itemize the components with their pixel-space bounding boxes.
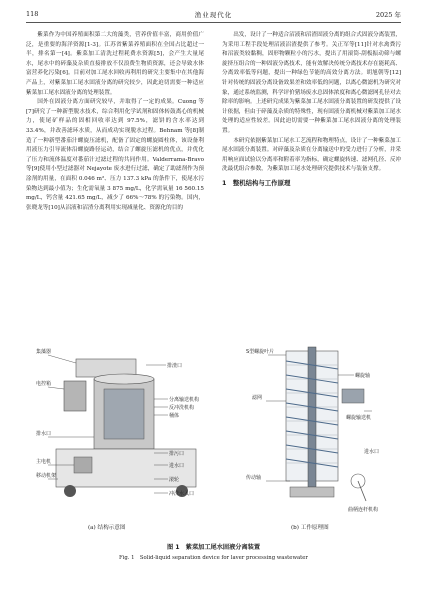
structure-diagram [36,341,214,521]
base [290,487,334,497]
journal-name: 渔业现代化 [194,11,233,19]
page-number: 118 [26,10,39,18]
panel-a-caption: (a) 结构示意图 [88,525,126,531]
left-column [26,31,204,213]
label-water-inlet: 冲洗水入口 [169,491,195,497]
label-inlet: 进水口 [169,463,185,469]
paragraph: 本研究依据紫菜加工尾水工艺流程和物理特点，设计了一种紫菜加工尾水固液分离装置。对碎藻及杂质在分离输送中的受力进行了分析，并采用响应面试验以分离率和附着率为指标，确定螺旋转速、滤网孔径、反冲洗最优组合参数，为紫菜加工尾水处理研究提供技术与装备支撑。 [222,137,402,173]
journal-year: 2025 年 [375,11,401,19]
label-outlet: 排渣口 [167,363,183,369]
header-divider [26,22,401,23]
paragraph: 国外在固液分离方面研究较早，并取得了一定的成果。Cuong 等[7]研究了一种新型脱水技术，综合利用化学试剂和固体转鼓离心的机械力，使尾矿样品的固相回收率达到 97.5%，滤饼的含水率达到 33.4%，并改善滤环水质，从而成功实现脱水过程。Behnam 等[8]制造了一种新型番茄汁螺旋压滤机，配备了固定的螺旋圆柱体，该设备利用液压力引导流体沿螺旋路径运动，结合了螺旋压滤机的优点，并优化了压力和流体温度对番茄汁过滤过程的共同作用。Valderrama-Bravo 等[9]使用小型过滤器对 Nejayote 废水进行过滤，确定了助滤剂作为预涂剂的用量，在面积 0.046 m²、压力 137.3 kPa 的条件下，使尾水污染物达到最小值为；生化需氧量 3 875 mg/L，化学需氧量 16 560.15 mg/L，钙含量 421.65 mg/L，减少了 66%～78% 的污染物。国内，张晓龙等[10]从沼液和沼渣分离利用实现减量化、资源化的目的 [26,99,204,211]
section-heading: 1 整机结构与工作原理 [222,178,291,187]
label-drain: 排水口 [36,431,52,437]
label-motor-shaft: 传动轴 [246,475,262,481]
label-frame: 移动机架 [36,473,57,479]
label-control-box: 电控箱 [36,381,52,387]
control-box [64,381,86,411]
wheel-1 [64,485,76,497]
label-motor: 主电机 [36,459,52,465]
backflush-pipe [342,389,364,403]
page-header [26,10,401,22]
label-screw: 螺旋轴 [355,373,371,379]
figure-caption-en: Fig. 1 Solid-liquid separation device for laver processing wastewater [119,555,308,561]
label-conveyor: 螺旋输送机 [346,415,372,421]
panel-b-caption: (b) 工作原理图 [291,525,329,531]
right-column [222,31,401,190]
figure-1 [26,341,401,537]
label-barrel: 桶体 [169,413,180,419]
label-mesh: 滤网 [252,395,263,401]
label-nozzle: 进水口 [364,449,380,455]
label-crank: 曲柄连杆机构 [348,507,379,513]
label-drain-valve: 排污口 [169,451,185,457]
screen-drum [104,389,144,439]
working-principle-diagram [246,341,406,521]
label-blade: S型螺旋叶片 [246,349,275,355]
label-backflush: 反冲洗机构 [169,405,195,411]
label-wheel: 滚轮 [169,477,180,483]
paragraph: 出发，设计了一种适合沼液和沼渣固液分离的组合式固液分离装置，为采用工程手段处理沼液沼渣提供了参考。关正军等[11]针对水禽粪污和沼液类较黏稠，固形物颗粒小的污水，提出了用滚筒-刮板振动筛与螺旋挤压组合的一种固液分离技术，能有效解决传统分离技术存在能耗高、分离效率低等问题，提出一种绿色节能的高效分离方法。胡旭朝等[12]针对传统的固液分离设备效果差和效率低的问题，以离心微滤机为研究对象，通过系统监测，科学评价猪场废水总固体浓度和离心微滤网孔径对去除率的影响。上述研究成果为紫菜加工尾水固液分离装置的研发提供了设计依据，但由于碎藻及杂质的特殊性，现有固液分离机械对紫菜加工尾水处理的适应性较差。因此迫切需要一种紫菜加工尾水固液分离的处理装置。 [222,32,402,134]
figure-caption-cn: 图 1 紫菜加工尾水固液分离装置 [166,544,261,551]
main-motor [74,457,92,473]
paragraph: 紫菜作为中国养殖面积第二大的藻类，营养价值丰富，商用价值广泛，是重要的海洋资源[1-3]。江苏省紫菜养殖面积在全国占比超过一半，排名第一[4]。紫菜加工清洗过程耗费水资源[5]，会产生大量尾水，尾水中的碎藻及杂质直接排放不仅浪费生物质资源，还会导致水体富营养化污染[6]。目前对加工尾水回收再利用的研究主要集中在其他海产品上，对紫菜加工尾水固液分离的研究较少，因此迫切需要一种适应紫菜加工尾水固液分离的处理装置。 [26,32,204,96]
label-collector: 集藻器 [36,349,52,355]
label-sep-feed: 分离输送机构 [169,397,200,403]
screw-shaft [308,347,316,487]
